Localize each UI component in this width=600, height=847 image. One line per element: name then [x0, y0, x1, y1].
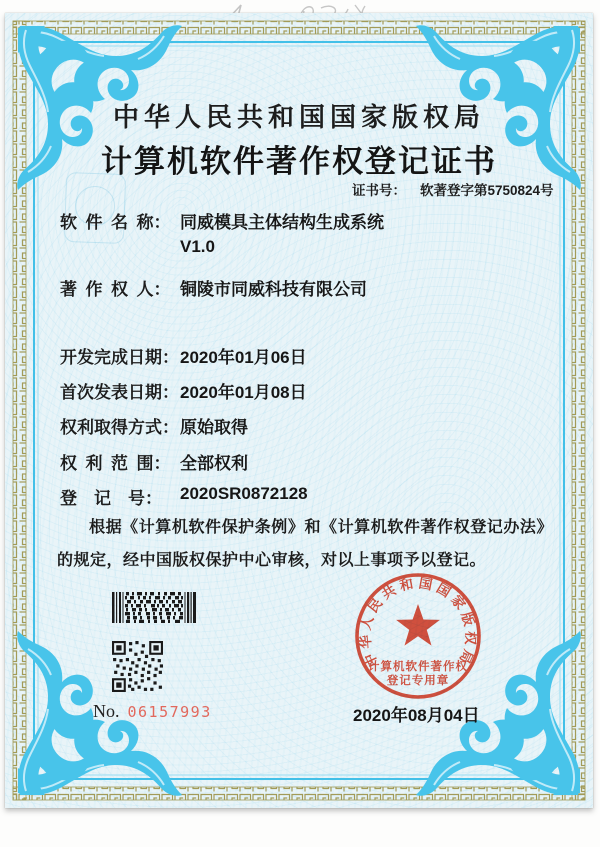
seal-inner-line1: 计算机软件著作权 — [368, 661, 468, 673]
barcode-icon — [112, 592, 196, 623]
field-value: 2020年01月08日 — [180, 383, 307, 402]
seal-inner-line2: 登记专用章 — [386, 675, 450, 687]
field-row-first-publish-date — [60, 378, 307, 403]
field-row-rights-acquisition — [60, 413, 248, 438]
field-value: 2020SR0872128 — [180, 484, 308, 503]
field-label: 首次发表日期： — [60, 383, 179, 402]
serial-number: 06157993 — [127, 703, 212, 721]
field-row-dev-complete-date — [60, 343, 307, 368]
field-row-copyright-owner — [60, 275, 367, 300]
certificate-number-label: 证书号： — [352, 183, 406, 198]
certificate-title: 计算机软件著作权登记证书 — [101, 144, 497, 179]
field-label: 软 件 名 称： — [60, 213, 171, 232]
field-value-version: V1.0 — [180, 237, 215, 256]
certificate-number-line — [352, 179, 554, 199]
field-row-software-name — [60, 208, 384, 257]
certificate-page — [5, 13, 593, 808]
field-value-line: 同威模具主体结构生成系统 — [180, 213, 384, 232]
field-label: 登 记 号： — [60, 489, 162, 508]
qr-code-icon — [112, 641, 163, 692]
registration-statement: 根据《计算机软件保护条例》和《计算机软件著作权登记办法》的规定，经中国版权保护中心审核，对以上事项予以登记。 — [57, 519, 553, 569]
field-row-registration-number — [60, 484, 308, 509]
certificate-number-value: 软著登字第5750824号 — [420, 183, 554, 198]
field-label: 著 作 权 人： — [60, 280, 171, 299]
field-row-rights-scope — [60, 449, 248, 474]
field-value: 全部权利 — [180, 454, 248, 473]
field-label: 开发完成日期： — [60, 348, 179, 367]
issuing-authority: 中华人民共和国国家版权局 — [112, 103, 485, 132]
field-value: 原始取得 — [180, 418, 248, 437]
serial-number-line — [93, 701, 212, 722]
star-icon — [396, 604, 440, 646]
field-value: 铜陵市同威科技有限公司 — [180, 280, 367, 299]
field-value: 2020年01月06日 — [180, 348, 307, 367]
official-red-seal — [343, 564, 493, 714]
serial-prefix: No. — [93, 701, 120, 721]
issue-date: 2020年08月04日 — [353, 706, 480, 725]
field-value — [180, 208, 384, 257]
seal-ring-text: 中华人民共和国国家版权局 — [357, 575, 479, 670]
field-label: 权 利 范 围： — [60, 454, 171, 473]
field-label: 权利取得方式： — [60, 418, 179, 437]
